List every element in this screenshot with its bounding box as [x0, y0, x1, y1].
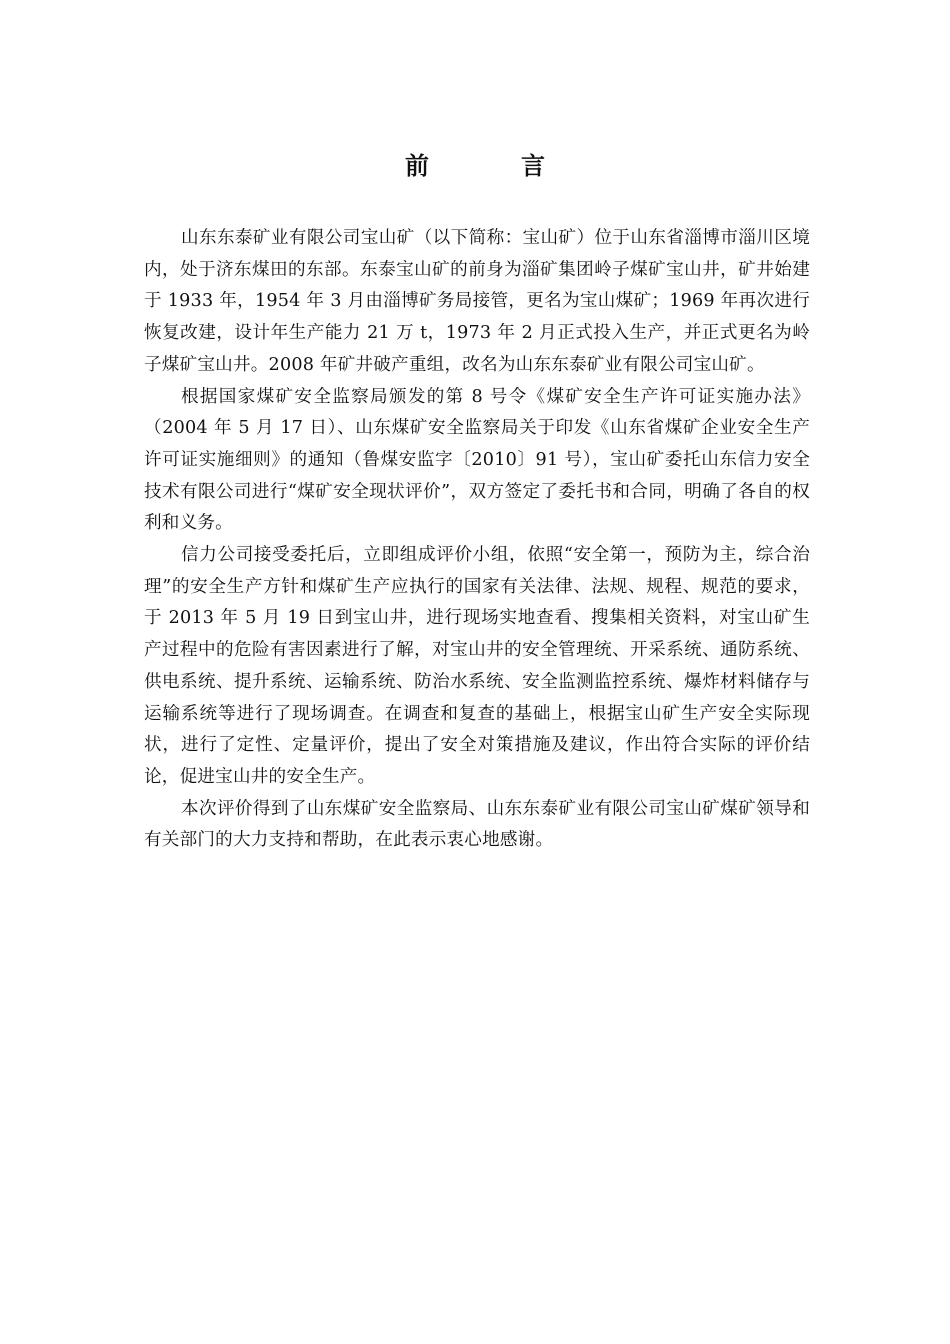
paragraph-4: 本次评价得到了山东煤矿安全监察局、山东东泰矿业有限公司宝山矿煤矿领导和有关部门的大力支持和帮助，在此表示衷心地感谢。 [144, 798, 810, 851]
page-title: 前 言 [405, 151, 579, 180]
preface-body [144, 223, 810, 857]
paragraph-1: 山东东泰矿业有限公司宝山矿（以下简称：宝山矿）位于山东省淄博市淄川区境内，处于济东煤田的东部。东泰宝山矿的前身为淄矿集团岭子煤矿宝山井，矿井始建于 1933 年，1954 年 3 月由淄博矿务局接管，更名为宝山煤矿；1969 年再次进行恢复改建，设计年生产能力 21 万 t，1973 年 2 月正式投入生产，并正式更名为岭子煤矿宝山井。2008 年矿井破产重组，改名为山东东泰矿业有限公司宝山矿。 [144, 228, 810, 375]
paragraph-3: 信力公司接受委托后，立即组成评价小组，依照“安全第一，预防为主，综合治理”的安全生产方针和煤矿生产应执行的国家有关法律、法规、规程、规范的要求，于 2013 年 5 月 19 日到宝山井，进行现场实地查看、搜集相关资料，对宝山矿生产过程中的危险有害因素进行了解，对宝山井的安全管理统、开采系统、通防系统、供电系统、提升系统、运输系统、防治水系统、安全监测监控系统、爆炸材料储存与运输系统等进行了现场调查。在调查和复查的基础上，根据宝山矿生产安全实际现状，进行了定性、定量评价，提出了安全对策措施及建议，作出符合实际的评价结论，促进宝山井的安全生产。 [144, 545, 810, 787]
paragraph-2: 根据国家煤矿安全监察局颁发的第 8 号令《煤矿安全生产许可证实施办法》（2004 年 5 月 17 日）、山东煤矿安全监察局关于印发《山东省煤矿企业安全生产许可证实施细则》的通知（鲁煤安监字〔2010〕91 号），宝山矿委托山东信力安全技术有限公司进行“煤矿安全现状评价”，双方签定了委托书和合同，明确了各自的权利和义务。 [144, 386, 810, 534]
